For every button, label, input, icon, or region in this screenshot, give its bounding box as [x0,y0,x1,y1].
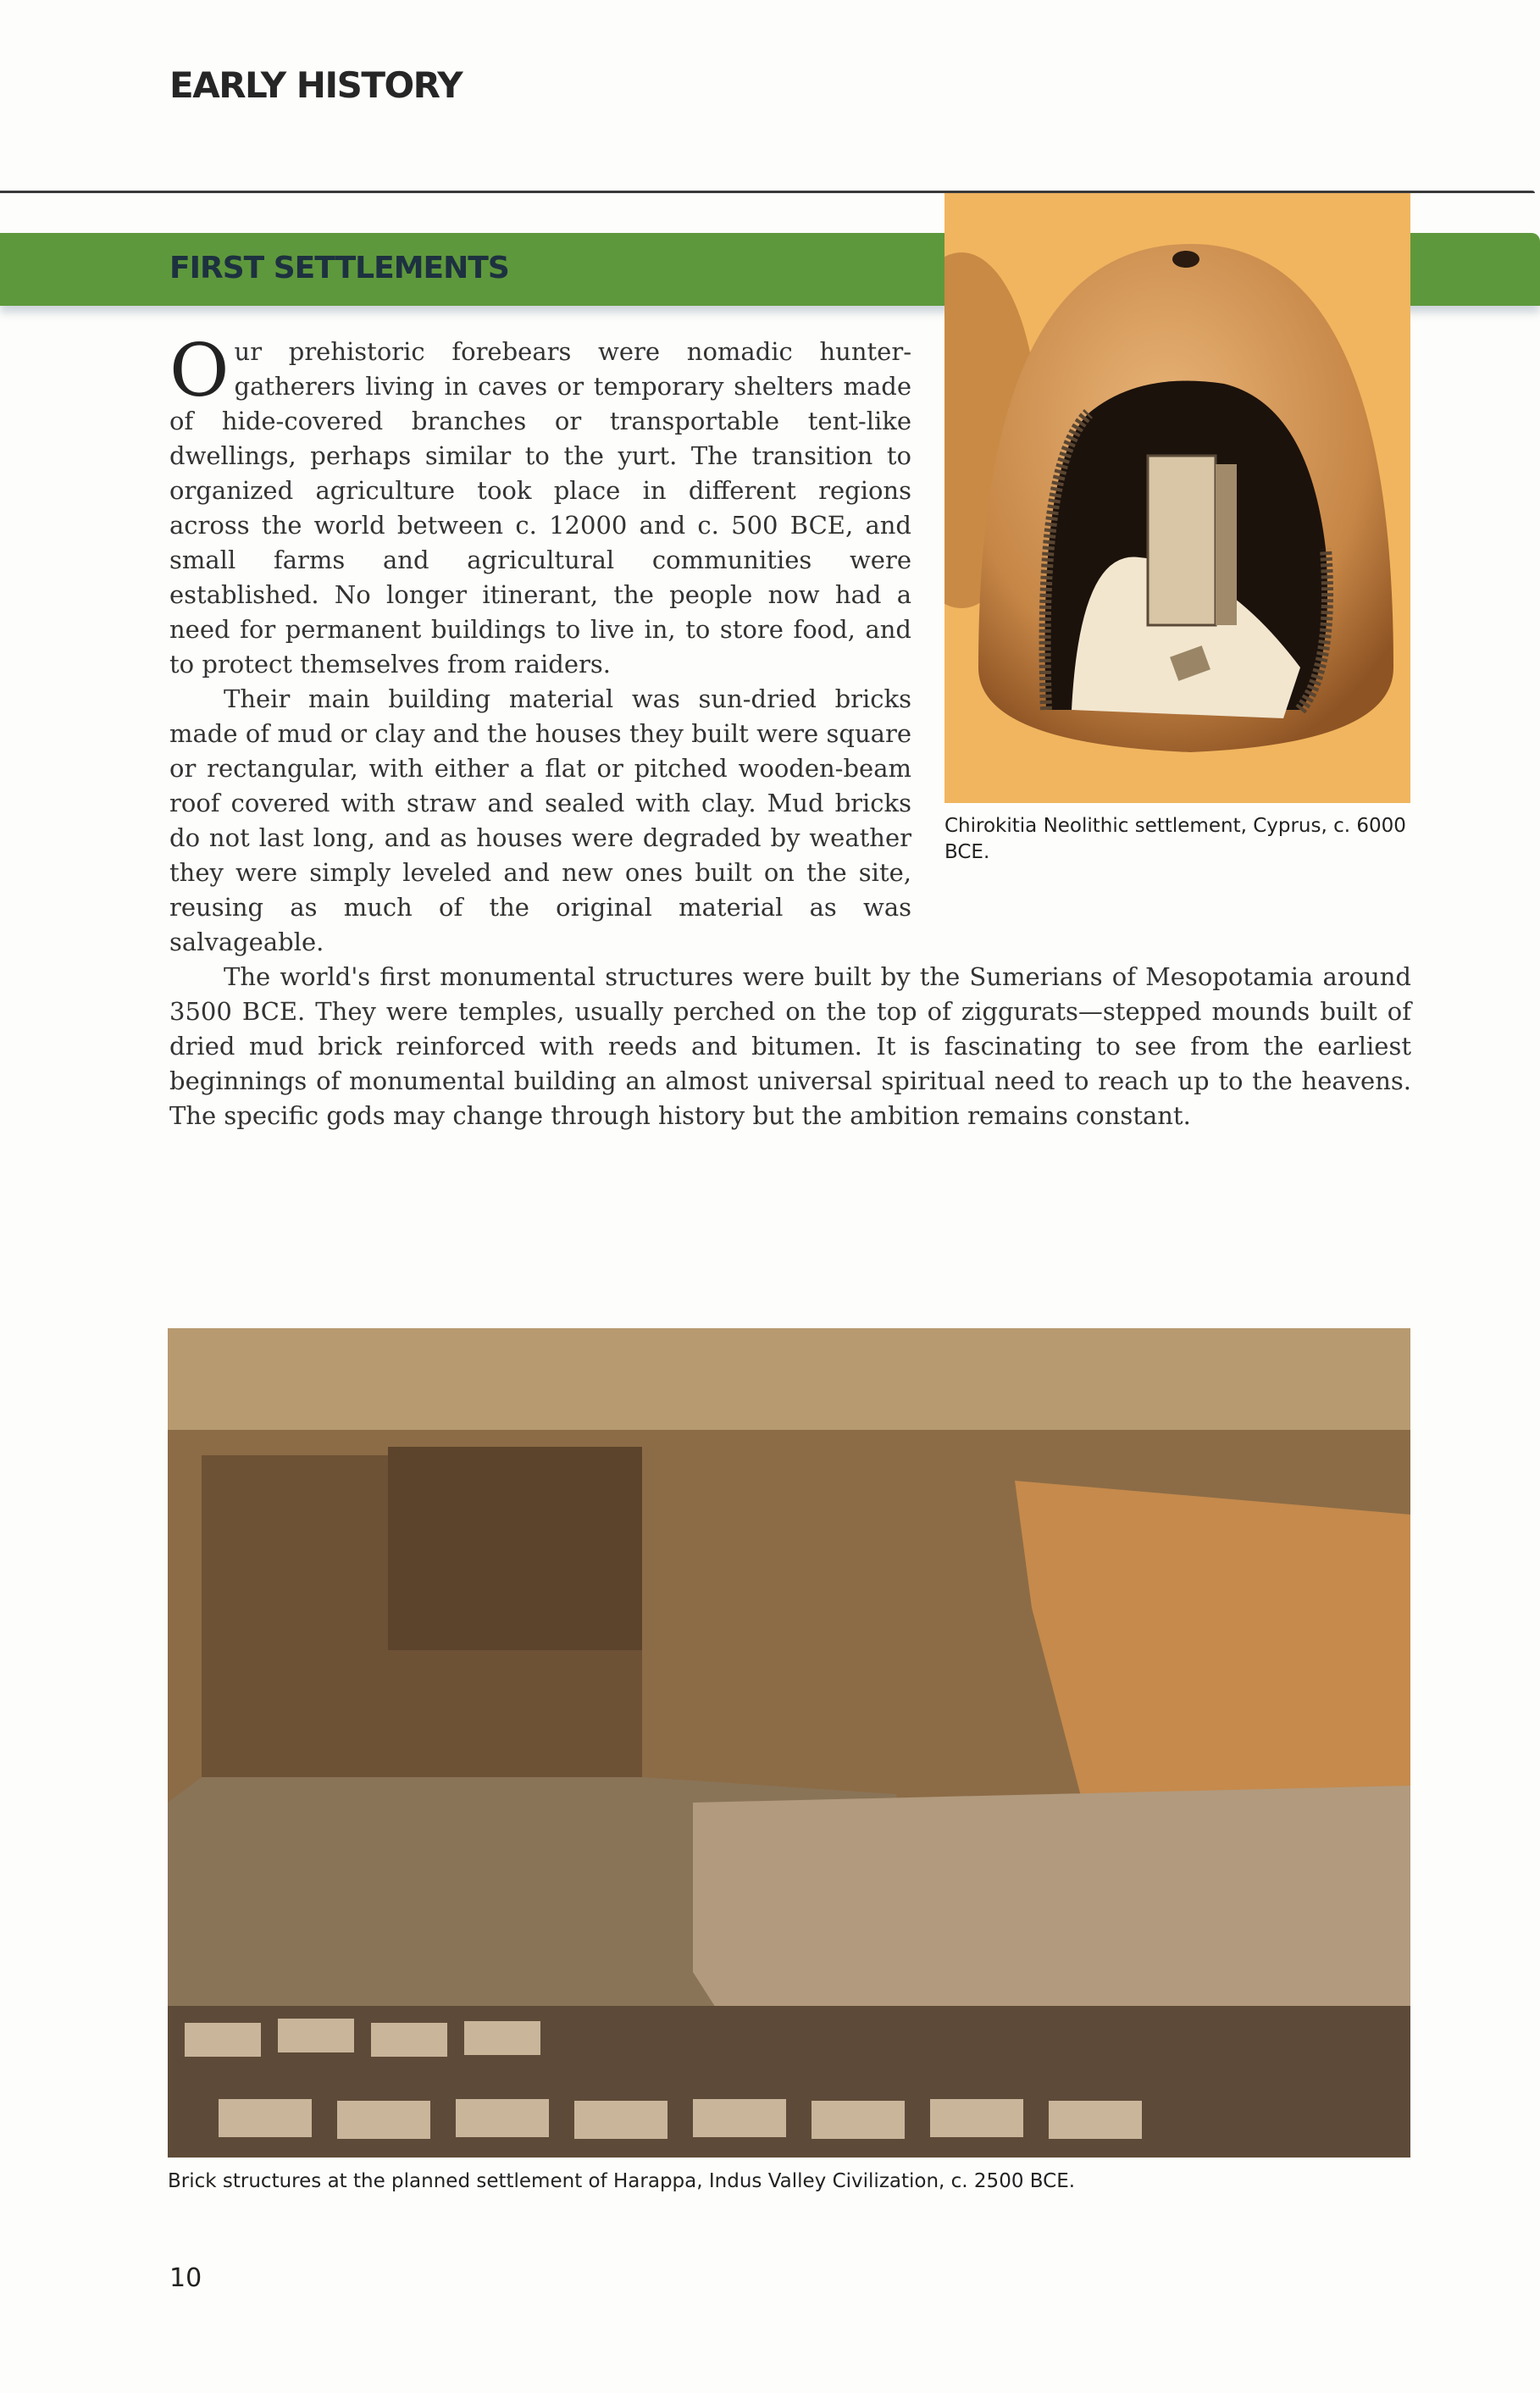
paragraph-2: Their main building material was sun-dried bricks made of mud or clay and the houses they built were square or rectangular, with either a flat or pitched wooden-beam roof covered with straw and sealed with clay. Mud bricks do not last long, and as houses were degraded by weather they were simply leveled and new ones built on the site, reusing as much of the original material as was salvageable. [169,684,911,956]
paragraph-3: The world's first monumental structures were built by the Sumerians of Mesopotamia around 3500 BCE. They were temples, usually perched on the top of ziggurats—stepped mounds built of dried mud brick reinforced with reeds and bitumen. It is fascinating to see from the earliest beginnings of monumental building an almost universal spiritual need to reach up to the heavens. The specific gods may change through history but the ambition remains constant. [169,962,1411,1130]
bottom-figure-caption: Brick structures at the planned settlement of Harappa, Indus Valley Civilization, c. 2500 BCE. [168,2170,1076,2192]
article-body [169,329,1411,1133]
chapter-title: EARLY HISTORY [169,64,463,106]
drop-cap: O [169,329,230,413]
paragraph-1: Our prehistoric forebears were nomadic hunter-gatherers living in caves or temporary shelters made of hide-covered branches or transportable tent-like dwellings, perhaps similar to the yurt. The transition to organized agriculture took place in different regions across the world between c. 12000 and c. 500 BCE, and small farms and agricultural communities were established. No longer itinerant, the people now had a need for permanent buildings to live in, to store food, and to protect themselves from raiders. [169,329,911,679]
section-title: FIRST SETTLEMENTS [169,251,509,285]
top-figure-caption: Chirokitia Neolithic settlement, Cyprus, c. 6000 BCE. [944,815,1406,863]
page-number: 10 [169,2263,202,2293]
harappa-ruins-photo [168,1328,1410,2158]
